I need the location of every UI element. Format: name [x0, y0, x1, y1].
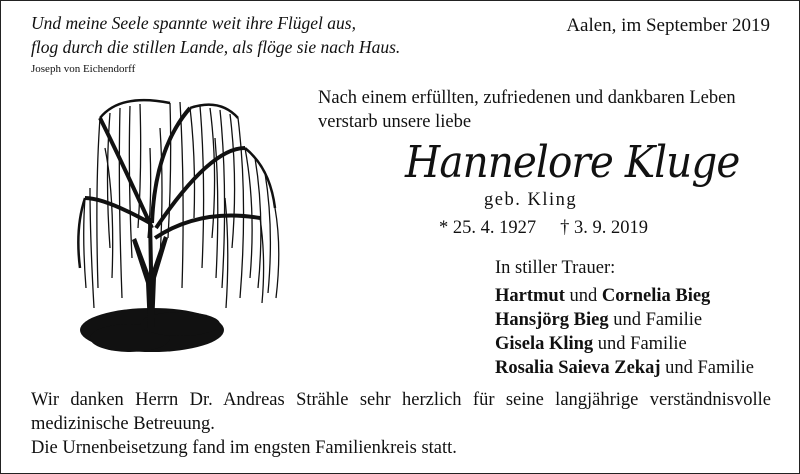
place-date: Aalen, im September 2019: [566, 15, 770, 36]
life-dates: [439, 218, 648, 239]
thanks-line-1: Wir danken Herrn Dr. Andreas Strähle sehr herzlich für seine langjährige verständnisvolle: [31, 390, 771, 410]
mourner-line: [495, 334, 687, 355]
deceased-name: Hannelore Kluge: [405, 137, 740, 188]
poem-author: Joseph von Eichendorff: [31, 63, 136, 75]
intro-line-2: verstarb unsere liebe: [318, 112, 472, 132]
mourner-suffix: und Familie: [593, 334, 687, 354]
mourner-line: [495, 286, 710, 307]
thanks-line-2: medizinische Betreuung.: [31, 414, 215, 434]
mourner-name: Cornelia Bieg: [601, 286, 711, 306]
mourner-name: Hansjörg Bieg: [495, 310, 609, 330]
mourners-intro: In stiller Trauer:: [495, 258, 616, 278]
mourner-suffix: und Familie: [608, 310, 703, 330]
mourner-line: [495, 358, 754, 379]
mourner-line: [495, 310, 702, 331]
mourner-name: Hartmut: [495, 286, 565, 306]
mourner-name: Gisela Kling: [495, 334, 594, 354]
burial-note: Die Urnenbeisetzung fand im engsten Familienkreis statt.: [31, 438, 457, 458]
poem-line-1: Und meine Seele spannte weit ihre Flügel aus,: [31, 13, 356, 33]
mourner-name: Rosalia Saieva Zekaj: [495, 358, 661, 378]
death-date: † 3. 9. 2019: [560, 218, 648, 238]
mourner-conjunction: und: [564, 286, 602, 306]
mourner-suffix: und Familie: [660, 358, 755, 378]
intro-line-1: Nach einem erfüllten, zufriedenen und dankbaren Leben: [318, 88, 736, 108]
birth-date: * 25. 4. 1927: [439, 218, 537, 238]
weeping-willow-icon: [60, 88, 300, 378]
maiden-name: geb. Kling: [484, 190, 578, 210]
poem-line-2: flog durch die stillen Lande, als flöge sie nach Haus.: [31, 37, 401, 57]
